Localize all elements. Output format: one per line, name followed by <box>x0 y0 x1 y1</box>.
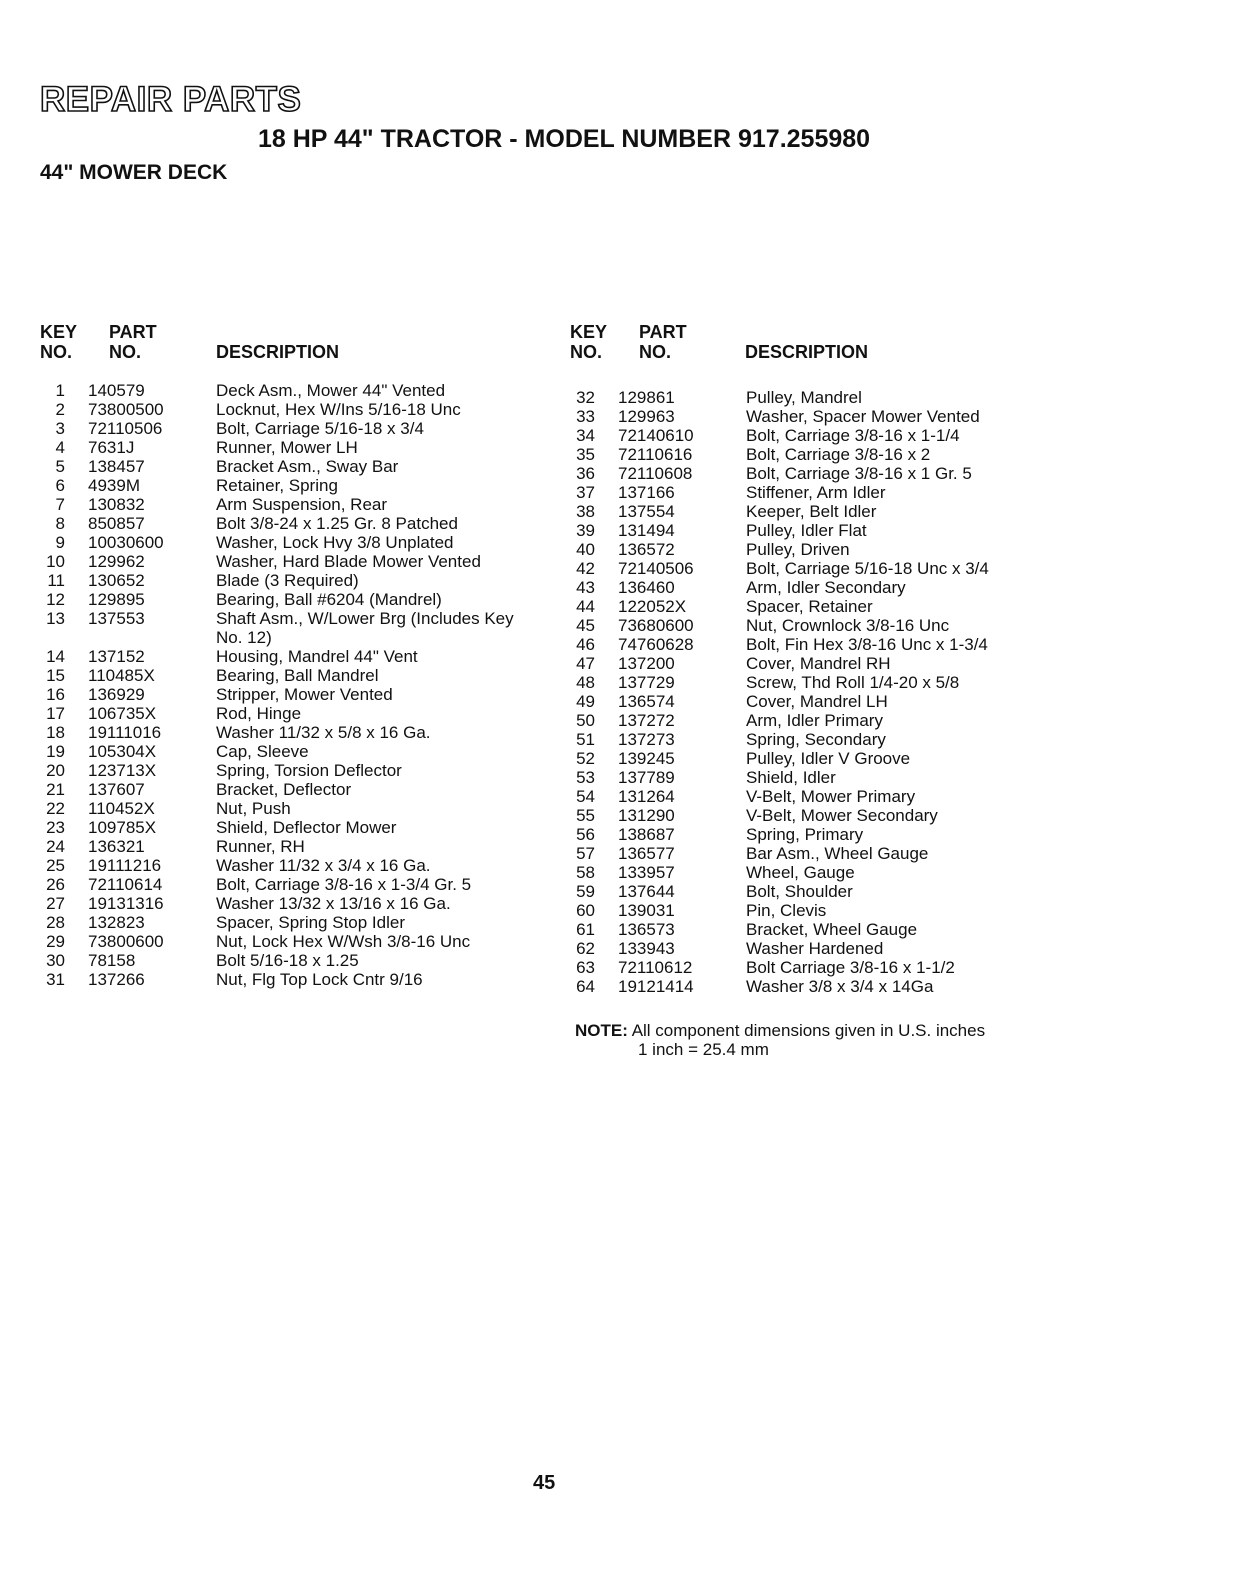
key-number: 28 <box>46 913 65 932</box>
part-number: 131494 <box>618 521 675 540</box>
part-description: V-Belt, Mower Primary <box>746 787 916 806</box>
part-header-line1: PART <box>639 322 687 342</box>
table-row <box>568 597 1068 616</box>
part-number: 19111216 <box>88 856 162 875</box>
table-row <box>38 837 538 856</box>
part-number: 72110616 <box>618 445 693 464</box>
table-row <box>38 932 538 951</box>
key-number: 15 <box>46 666 65 685</box>
part-description: Bracket Asm., Sway Bar <box>216 457 399 476</box>
note-line1: All component dimensions given in U.S. inches <box>631 1021 986 1040</box>
table-row <box>568 711 1068 730</box>
part-description: Shield, Idler <box>746 768 836 787</box>
key-number: 5 <box>55 457 65 476</box>
key-number: 3 <box>55 419 65 438</box>
part-description: Shield, Deflector Mower <box>216 818 397 837</box>
part-number: 72110608 <box>618 464 693 483</box>
part-number: 140579 <box>88 381 145 400</box>
section-title: 44" MOWER DECK <box>40 161 228 184</box>
key-number: 53 <box>576 768 595 787</box>
part-header-line1: PART <box>109 322 157 342</box>
table-row <box>38 875 538 894</box>
part-description: Keeper, Belt Idler <box>746 502 877 521</box>
key-number: 29 <box>46 932 65 951</box>
table-row <box>568 977 1068 996</box>
key-number: 43 <box>576 578 595 597</box>
part-description: Pulley, Idler V Groove <box>746 749 911 768</box>
part-description: Shaft Asm., W/Lower Brg (Includes Key No. 12) <box>216 609 514 647</box>
part-number: 131290 <box>618 806 675 825</box>
key-header-line2: NO. <box>570 342 603 362</box>
key-number: 49 <box>576 692 595 711</box>
key-number: 19 <box>46 742 65 761</box>
part-number: 131264 <box>618 787 675 806</box>
part-number: 73800600 <box>88 932 164 951</box>
key-number: 13 <box>46 609 65 628</box>
table-row <box>38 381 538 400</box>
key-number: 27 <box>46 894 65 913</box>
table-row <box>568 483 1068 502</box>
part-number: 137644 <box>618 882 675 901</box>
part-number: 129861 <box>618 388 675 407</box>
part-description: Nut, Flg Top Lock Cntr 9/16 <box>216 970 423 989</box>
page-title: REPAIR PARTS <box>40 80 302 119</box>
key-number: 33 <box>576 407 595 426</box>
table-row <box>568 616 1068 635</box>
part-description: Runner, Mower LH <box>216 438 358 457</box>
part-description: Arm Suspension, Rear <box>216 495 388 514</box>
table-row <box>568 502 1068 521</box>
part-description: Spacer, Spring Stop Idler <box>216 913 406 932</box>
part-number: 850857 <box>88 514 145 533</box>
part-description: Washer 13/32 x 13/16 x 16 Ga. <box>216 894 451 913</box>
table-row <box>38 495 538 514</box>
key-number: 35 <box>576 445 595 464</box>
key-number: 16 <box>46 685 65 704</box>
key-number: 46 <box>576 635 595 654</box>
part-number: 136574 <box>618 692 675 711</box>
key-number: 38 <box>576 502 595 521</box>
part-description: Bolt Carriage 3/8-16 x 1-1/2 <box>746 958 955 977</box>
part-description: V-Belt, Mower Secondary <box>746 806 938 825</box>
part-description: Washer, Hard Blade Mower Vented <box>216 552 481 571</box>
table-row <box>38 590 538 609</box>
table-row <box>568 407 1068 426</box>
part-description: Bolt, Shoulder <box>746 882 853 901</box>
table-row <box>38 742 538 761</box>
part-number: 7631J <box>88 438 135 457</box>
key-number: 34 <box>576 426 595 445</box>
key-number: 7 <box>55 495 65 514</box>
key-number: 18 <box>46 723 65 742</box>
key-number: 57 <box>576 844 595 863</box>
note-label: NOTE: <box>575 1021 628 1040</box>
key-number: 2 <box>55 400 65 419</box>
key-number: 36 <box>576 464 595 483</box>
part-description: Bolt, Carriage 5/16-18 x 3/4 <box>216 419 424 438</box>
key-number: 45 <box>576 616 595 635</box>
parts-list-right <box>568 388 1068 996</box>
key-number: 52 <box>576 749 595 768</box>
key-header-line2: NO. <box>40 342 73 362</box>
table-row <box>38 400 538 419</box>
part-header-line2: NO. <box>109 342 142 362</box>
table-row <box>568 426 1068 445</box>
table-row <box>568 673 1068 692</box>
part-description: Bolt 5/16-18 x 1.25 <box>216 951 359 970</box>
part-description: Arm, Idler Primary <box>746 711 883 730</box>
key-number: 54 <box>576 787 595 806</box>
key-number: 10 <box>46 552 65 571</box>
table-row <box>38 723 538 742</box>
part-description: Wheel, Gauge <box>746 863 855 882</box>
key-number: 32 <box>576 388 595 407</box>
key-number: 9 <box>55 533 65 552</box>
key-number: 4 <box>55 438 65 457</box>
part-number: 138687 <box>618 825 675 844</box>
part-number: 137200 <box>618 654 675 673</box>
part-description: Bolt, Fin Hex 3/8-16 Unc x 1-3/4 <box>746 635 988 654</box>
part-description: Washer, Lock Hvy 3/8 Unplated <box>216 533 454 552</box>
part-description: Bolt, Carriage 3/8-16 x 1-1/4 <box>746 426 960 445</box>
part-number: 19131316 <box>88 894 164 913</box>
key-number: 25 <box>46 856 65 875</box>
table-row <box>38 970 538 989</box>
key-number: 8 <box>55 514 65 533</box>
table-row <box>568 464 1068 483</box>
table-row <box>568 844 1068 863</box>
key-number: 11 <box>47 571 65 590</box>
part-description: Nut, Crownlock 3/8-16 Unc <box>746 616 950 635</box>
table-row <box>568 521 1068 540</box>
part-description: Bolt, Carriage 5/16-18 Unc x 3/4 <box>746 559 989 578</box>
key-number: 59 <box>576 882 595 901</box>
key-number: 20 <box>46 761 65 780</box>
part-description: Nut, Lock Hex W/Wsh 3/8-16 Unc <box>216 932 471 951</box>
part-number: 73800500 <box>88 400 164 419</box>
table-row <box>38 818 538 837</box>
key-number: 61 <box>576 920 595 939</box>
part-number: 137272 <box>618 711 675 730</box>
part-description: Washer Hardened <box>746 939 884 958</box>
table-row <box>568 445 1068 464</box>
part-description: Screw, Thd Roll 1/4-20 x 5/8 <box>746 673 960 692</box>
part-number: 72110506 <box>88 419 163 438</box>
part-description: Cap, Sleeve <box>216 742 309 761</box>
table-row <box>568 768 1068 787</box>
part-number: 136929 <box>88 685 145 704</box>
part-number: 106735X <box>88 704 157 723</box>
table-row <box>568 787 1068 806</box>
table-row <box>38 913 538 932</box>
key-number: 63 <box>576 958 595 977</box>
part-number: 110485X <box>88 666 155 685</box>
table-row <box>38 647 538 666</box>
table-row <box>568 863 1068 882</box>
part-number: 73680600 <box>618 616 694 635</box>
table-row <box>568 939 1068 958</box>
table-header <box>568 322 1068 380</box>
part-description: Spacer, Retainer <box>746 597 873 616</box>
table-row <box>568 920 1068 939</box>
part-description: Spring, Torsion Deflector <box>216 761 402 780</box>
key-number: 17 <box>46 704 65 723</box>
key-number: 60 <box>576 901 595 920</box>
key-number: 39 <box>576 521 595 540</box>
table-row <box>568 901 1068 920</box>
table-row <box>568 749 1068 768</box>
part-number: 129895 <box>88 590 145 609</box>
table-row <box>568 635 1068 654</box>
note <box>575 1021 985 1059</box>
table-row <box>38 685 538 704</box>
part-description: Pulley, Idler Flat <box>746 521 867 540</box>
table-row <box>38 476 538 495</box>
part-description: Runner, RH <box>216 837 305 856</box>
part-description: Spring, Primary <box>746 825 864 844</box>
table-row <box>38 761 538 780</box>
part-number: 4939M <box>88 476 140 495</box>
table-row <box>38 609 538 647</box>
key-number: 1 <box>55 381 65 400</box>
part-number: 129963 <box>618 407 675 426</box>
part-number: 137554 <box>618 502 675 521</box>
table-row <box>568 540 1068 559</box>
table-row <box>38 780 538 799</box>
parts-list-left <box>38 381 538 989</box>
key-number: 14 <box>46 647 65 666</box>
table-row <box>568 692 1068 711</box>
part-number: 137553 <box>88 609 145 628</box>
key-number: 31 <box>46 970 65 989</box>
table-row <box>38 951 538 970</box>
part-number: 132823 <box>88 913 145 932</box>
part-number: 136573 <box>618 920 675 939</box>
table-row <box>38 533 538 552</box>
key-number: 48 <box>576 673 595 692</box>
key-number: 64 <box>576 977 595 996</box>
key-number: 56 <box>576 825 595 844</box>
key-number: 40 <box>576 540 595 559</box>
table-row <box>568 806 1068 825</box>
table-row <box>38 856 538 875</box>
part-description: Pulley, Mandrel <box>746 388 862 407</box>
part-number: 130652 <box>88 571 145 590</box>
table-row <box>38 457 538 476</box>
table-row <box>38 571 538 590</box>
part-description: Bolt 3/8-24 x 1.25 Gr. 8 Patched <box>216 514 458 533</box>
table-row <box>568 388 1068 407</box>
part-number: 138457 <box>88 457 145 476</box>
part-number: 72110614 <box>88 875 163 894</box>
part-number: 130832 <box>88 495 145 514</box>
part-description: Bolt, Carriage 3/8-16 x 1-3/4 Gr. 5 <box>216 875 472 894</box>
key-number: 30 <box>46 951 65 970</box>
part-number: 72140610 <box>618 426 694 445</box>
part-number: 19111016 <box>88 723 162 742</box>
part-number: 133957 <box>618 863 675 882</box>
key-number: 24 <box>46 837 65 856</box>
key-number: 37 <box>576 483 595 502</box>
description-header: DESCRIPTION <box>216 342 340 362</box>
part-number: 137166 <box>618 483 675 502</box>
part-description: Arm, Idler Secondary <box>746 578 906 597</box>
part-description: Bracket, Wheel Gauge <box>746 920 918 939</box>
part-number: 133943 <box>618 939 675 958</box>
part-number: 78158 <box>88 951 136 970</box>
part-description: Washer 3/8 x 3/4 x 14Ga <box>746 977 934 996</box>
part-description: Housing, Mandrel 44" Vent <box>216 647 418 666</box>
part-number: 136572 <box>618 540 675 559</box>
key-number: 50 <box>576 711 595 730</box>
table-row <box>38 666 538 685</box>
part-number: 137273 <box>618 730 675 749</box>
part-number: 137266 <box>88 970 145 989</box>
part-description: Blade (3 Required) <box>216 571 359 590</box>
key-number: 47 <box>576 654 595 673</box>
part-number: 139031 <box>618 901 675 920</box>
part-description: Bolt, Carriage 3/8-16 x 2 <box>746 445 931 464</box>
key-number: 42 <box>576 559 595 578</box>
key-number: 23 <box>46 818 65 837</box>
part-number: 139245 <box>618 749 675 768</box>
table-row <box>38 704 538 723</box>
part-description: Washer, Spacer Mower Vented <box>746 407 980 426</box>
part-description: Pin, Clevis <box>746 901 827 920</box>
table-row <box>38 799 538 818</box>
part-number: 19121414 <box>618 977 694 996</box>
description-header: DESCRIPTION <box>745 342 869 362</box>
table-row <box>38 438 538 457</box>
part-number: 136460 <box>618 578 675 597</box>
part-number: 72140506 <box>618 559 694 578</box>
part-description: Bar Asm., Wheel Gauge <box>746 844 929 863</box>
part-description: Rod, Hinge <box>216 704 302 723</box>
part-description: Bracket, Deflector <box>216 780 352 799</box>
part-number: 137607 <box>88 780 145 799</box>
part-description: Deck Asm., Mower 44" Vented <box>216 381 446 400</box>
key-number: 6 <box>55 476 65 495</box>
parts-table-right <box>568 322 1068 996</box>
key-number: 22 <box>46 799 65 818</box>
part-description: Cover, Mandrel RH <box>746 654 891 673</box>
key-number: 62 <box>576 939 595 958</box>
table-row <box>568 882 1068 901</box>
table-header <box>38 322 538 380</box>
table-row <box>38 419 538 438</box>
part-description: Bearing, Ball #6204 (Mandrel) <box>216 590 442 609</box>
parts-table-left <box>38 322 538 988</box>
key-number: 44 <box>576 597 595 616</box>
key-header-line1: KEY <box>40 322 78 342</box>
part-description: Pulley, Driven <box>746 540 850 559</box>
part-description: Bolt, Carriage 3/8-16 x 1 Gr. 5 <box>746 464 972 483</box>
part-number: 129962 <box>88 552 145 571</box>
key-header-line1: KEY <box>570 322 608 342</box>
table-row <box>38 514 538 533</box>
note-line2: 1 inch = 25.4 mm <box>638 1040 769 1059</box>
part-number: 72110612 <box>618 958 693 977</box>
part-number: 137152 <box>88 647 145 666</box>
part-description: Washer 11/32 x 5/8 x 16 Ga. <box>216 723 431 742</box>
part-description: Spring, Secondary <box>746 730 886 749</box>
part-number: 136577 <box>618 844 675 863</box>
part-number: 105304X <box>88 742 157 761</box>
key-number: 55 <box>576 806 595 825</box>
part-description: Bearing, Ball Mandrel <box>216 666 379 685</box>
part-number: 136321 <box>88 837 145 856</box>
part-description: Locknut, Hex W/Ins 5/16-18 Unc <box>216 400 461 419</box>
table-row <box>568 654 1068 673</box>
part-description: Nut, Push <box>216 799 291 818</box>
key-number: 21 <box>46 780 65 799</box>
part-number: 110452X <box>88 799 155 818</box>
page-subtitle: 18 HP 44" TRACTOR - MODEL NUMBER 917.255980 <box>258 125 871 153</box>
key-number: 26 <box>46 875 65 894</box>
part-description: Washer 11/32 x 3/4 x 16 Ga. <box>216 856 431 875</box>
table-row <box>568 825 1068 844</box>
part-description: Cover, Mandrel LH <box>746 692 888 711</box>
part-number: 109785X <box>88 818 157 837</box>
part-number: 74760628 <box>618 635 694 654</box>
table-row <box>38 552 538 571</box>
table-row <box>568 958 1068 977</box>
page-number: 45 <box>533 1472 556 1494</box>
table-row <box>568 578 1068 597</box>
part-description: Retainer, Spring <box>216 476 338 495</box>
key-number: 58 <box>576 863 595 882</box>
part-number: 137729 <box>618 673 675 692</box>
part-number: 10030600 <box>88 533 164 552</box>
table-row <box>568 559 1068 578</box>
key-number: 51 <box>576 730 595 749</box>
part-description: Stripper, Mower Vented <box>216 685 393 704</box>
table-row <box>38 894 538 913</box>
part-description: Stiffener, Arm Idler <box>746 483 886 502</box>
part-header-line2: NO. <box>639 342 672 362</box>
key-number: 12 <box>46 590 65 609</box>
part-number: 122052X <box>618 597 687 616</box>
table-row <box>568 730 1068 749</box>
part-number: 123713X <box>88 761 157 780</box>
part-number: 137789 <box>618 768 675 787</box>
